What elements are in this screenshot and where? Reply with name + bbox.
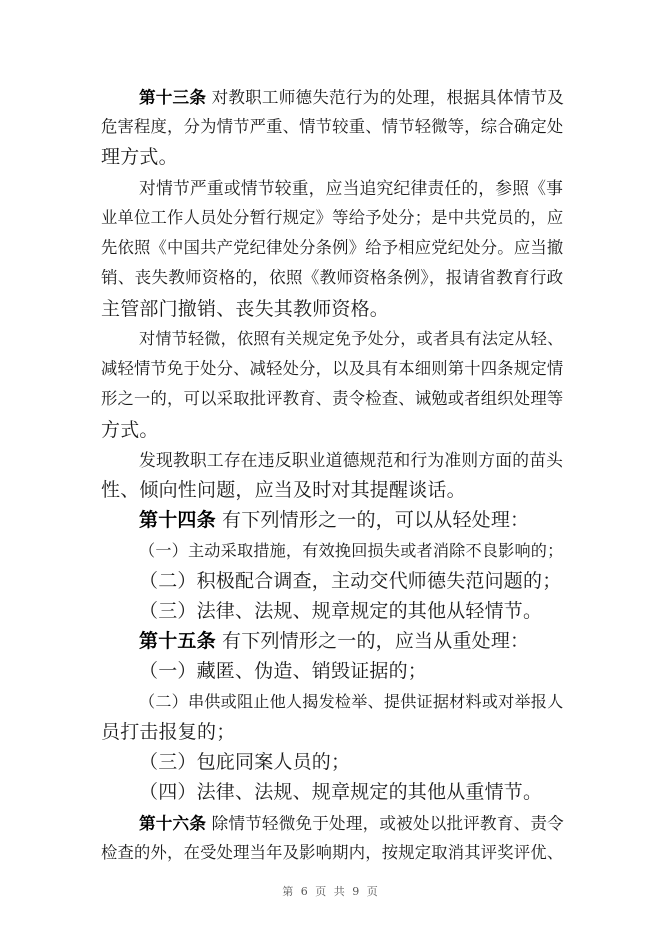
line-text: 业单位工作人员处分暂行规定》等给予处分；是中共党员的，应 xyxy=(101,207,564,227)
line-text: 除情节轻微免于处理，或被处以批评教育、责令 xyxy=(206,813,564,833)
text-line xyxy=(101,142,563,172)
line-text: 有下列情形之一的，应当从重处理： xyxy=(215,630,530,653)
article-heading-line xyxy=(101,626,563,656)
text-line xyxy=(101,263,563,293)
text-line xyxy=(101,324,563,354)
text-line xyxy=(101,294,563,324)
line-text: （二）积极配合调查，主动交代师德失范问题的； xyxy=(139,569,562,592)
line-text: 形之一的，可以采取批评教育、责令检查、诫勉或者组织处理等 xyxy=(101,389,564,409)
text-line xyxy=(101,475,563,505)
line-text: 先依照《中国共产党纪律处分条例》给予相应党纪处分。应当撤 xyxy=(101,238,564,258)
line-text: 有下列情形之一的，可以从轻处理： xyxy=(215,509,530,532)
article-number: 第十五条 xyxy=(139,630,216,653)
line-text: （一）主动采取措施，有效挽回损失或者消除不良影响的； xyxy=(139,540,564,560)
text-line xyxy=(101,112,563,142)
line-text: 理方式。 xyxy=(101,146,178,169)
text-line xyxy=(101,687,563,717)
line-text: 性、倾向性问题，应当及时对其提醒谈话。 xyxy=(101,479,466,502)
line-text: 主管部门撤销、丧失其教师资格。 xyxy=(101,297,390,320)
text-line xyxy=(101,445,563,475)
text-line xyxy=(101,717,563,747)
text-line xyxy=(101,656,563,686)
article-heading-line xyxy=(101,505,563,535)
line-text: 对教职工师德失范行为的处理，根据具体情节及 xyxy=(206,88,564,107)
article-heading-line xyxy=(101,82,563,112)
line-text: 发现教职工存在违反职业道德规范和行为准则方面的苗头 xyxy=(139,449,564,470)
article-heading-line xyxy=(101,808,563,838)
text-line xyxy=(101,203,563,233)
line-text: 检查的外，在受处理当年及影响期内，按规定取消其评奖评优、 xyxy=(101,842,564,862)
text-line xyxy=(101,384,563,414)
text-line xyxy=(101,233,563,263)
line-text: 方式。 xyxy=(101,418,159,441)
text-line xyxy=(101,777,563,807)
text-line xyxy=(101,566,563,596)
line-text: （二）串供或阻止他人揭发检举、提供证据材料或对举报人 xyxy=(139,691,564,711)
line-text: 销、丧失教师资格的，依照《教师资格条例》，报请省教育行政 xyxy=(101,268,564,288)
article-number: 第十六条 xyxy=(139,812,207,833)
line-text: （三）包庇同案人员的； xyxy=(139,751,351,774)
line-text: 对情节严重或情节较重，应当追究纪律责任的，参照《事 xyxy=(139,177,564,198)
text-line xyxy=(101,596,563,626)
article-number: 第十四条 xyxy=(139,509,216,532)
text-line xyxy=(101,173,563,203)
text-line xyxy=(101,415,563,445)
text-line xyxy=(101,536,563,566)
line-text: 员打击报复的； xyxy=(101,720,236,743)
text-line xyxy=(101,354,563,384)
text-line xyxy=(101,838,563,868)
line-text: 危害程度，分为情节严重、情节较重、情节轻微等，综合确定处 xyxy=(101,117,564,137)
line-text: （三）法律、法规、规章规定的其他从轻情节。 xyxy=(139,599,543,622)
line-text: （四）法律、法规、规章规定的其他从重情节。 xyxy=(139,781,543,804)
text-line xyxy=(101,747,563,777)
page-footer: 第 6 页 共 9 页 xyxy=(282,885,380,898)
document-page xyxy=(101,82,563,868)
article-number: 第十三条 xyxy=(139,87,207,107)
line-text: 对情节轻微，依照有关规定免予处分，或者具有法定从轻、 xyxy=(139,328,564,348)
line-text: 减轻情节免于处分、减轻处分，以及具有本细则第十四条规定情 xyxy=(101,359,564,379)
line-text: （一）藏匿、伪造、销毁证据的； xyxy=(139,660,428,683)
